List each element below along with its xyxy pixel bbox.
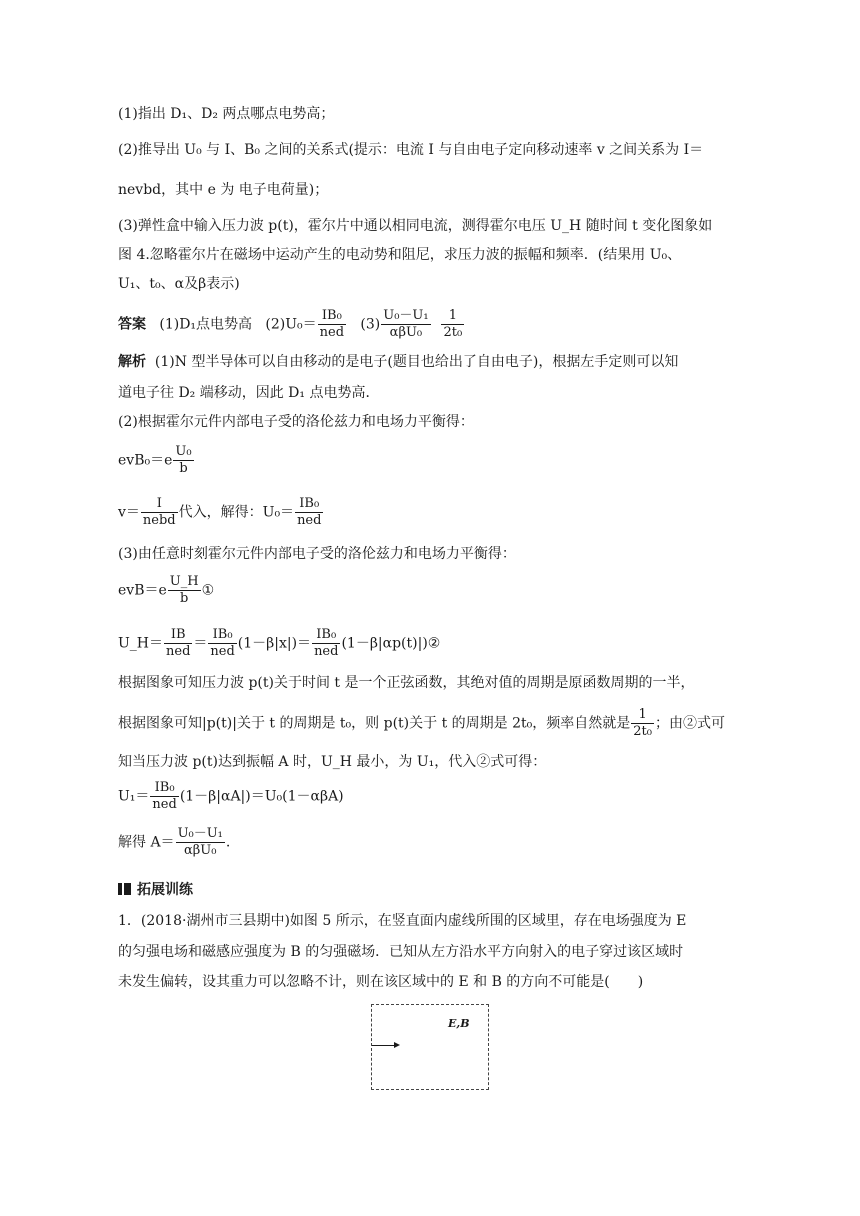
equation-2: v＝ $\frac{I}{\text{nebd}}$ 代入，解得：U₀＝ $\frac{\text{IB₀}}{\text{ned}}$ [118, 496, 322, 528]
question-1: (1)指出 D₁、D₂ 两点哪点电势高； [118, 106, 335, 122]
exercise-1-line-1: 1．(2018·湖州市三县期中)如图 5 所示，在竖直面内虚线所围的区域里，存在电场强度为 E [118, 913, 687, 929]
question-3-line-2: 图 4.忽略霍尔片在磁场中运动产生的电动势和阻尼，求压力波的振幅和频率．(结果用 U₀、 [118, 247, 682, 263]
analysis-line-2: 道电子往 D₂ 端移动，因此 D₁ 点电势高． [118, 385, 380, 401]
analysis-3: (3)由任意时刻霍尔元件内部电子受的洛伦兹力和电场力平衡得： [118, 546, 516, 562]
figure-label: E,B [448, 1017, 470, 1030]
equation-3: evB＝e $\frac{U\_H}{b}$ ① [118, 574, 215, 606]
question-2-line-2: nevbd，其中 e 为 电子电荷量)； [118, 182, 329, 198]
exercise-1-line-2: 的匀强电场和磁感应强度为 B 的匀强磁场．已知从左方沿水平方向射入的电子穿过该区域时 [118, 944, 684, 960]
arrow-head-icon [394, 1042, 400, 1048]
analysis-label: 解析 [118, 354, 146, 370]
analysis-line-1: 解析 (1)N 型半导体可以自由移动的是电子(题目也给出了自由电子)，根据左手定则可以知 [118, 354, 679, 370]
answer-line [118, 308, 465, 341]
paragraph-line-a: 根据图象可知压力波 p(t)关于时间 t 是一个正弦函数，其绝对值的周期是原函数周期的一半， [118, 675, 695, 691]
paragraph-line-b: 根据图象可知|p(t)|关于 t 的周期是 t₀，则 p(t)关于 t 的周期是 2t₀，频率自然就是 $\frac{1}{\text{2t₀}}$ ；由②式可 [118, 707, 725, 739]
equation-1: evB₀＝e $\frac{\text{U₀}}{b}$ [118, 444, 192, 476]
exercise-1-line-3: 未发生偏转，设其重力可以忽略不计，则在该区域中的 E 和 B 的方向不可能是( ) [118, 974, 644, 990]
question-2-line-1: (2)推导出 U₀ 与 I、B₀ 之间的关系式(提示：电流 I 与自由电子定向移动速率 v 之间关系为 I＝ [118, 142, 704, 158]
answer-1: (1)D₁点电势高 [159, 316, 253, 333]
figure-5-field-region [371, 1004, 489, 1090]
analysis-2: (2)根据霍尔元件内部电子受的洛伦兹力和电场力平衡得： [118, 414, 474, 430]
answer-3-amplitude: $\frac{\text{U₀－U₁}}{\text{αβU₀}}$ [383, 308, 429, 340]
paragraph-line-c: 知当压力波 p(t)达到振幅 A 时，U_H 最小，为 U₁，代入②式可得： [118, 754, 547, 770]
answer-2-prefix: (2)U₀＝ [265, 316, 317, 333]
question-3-line-3: U₁、t₀、α及β表示) [118, 276, 240, 292]
answer-3-prefix: (3) [360, 316, 381, 333]
question-3-line-1: (3)弹性盒中输入压力波 p(t)，霍尔片中通以相同电流，测得霍尔电压 U_H 随时间 t 变化图象如 [118, 218, 713, 234]
section-heading: 拓展训练 [118, 880, 193, 900]
answer-3-frequency: $\frac{1}{\text{2t₀}}$ [443, 308, 463, 340]
equation-4: U_H＝ $\frac{IB}{\text{ned}}$ ＝ $\frac{\text{IB₀}}{\text{ned}}$ (1－β|x|)＝ $\frac{\text{IB₀}}{\text{ned}}$ (1－β|αp(t)|)② [118, 627, 441, 659]
answer-2-fraction: $\frac{\text{IB₀}}{\text{ned}}$ [319, 308, 345, 340]
section-square-icon [118, 883, 131, 895]
equation-6: 解得 A＝ $\frac{\text{U₀－U₁}}{\text{αβU₀}}$ . [118, 826, 231, 858]
equation-5: U₁＝ $\frac{\text{IB₀}}{\text{ned}}$ (1－β|αA|)＝U₀(1－αβA) [118, 780, 344, 812]
answer-label: 答案 [118, 316, 146, 333]
